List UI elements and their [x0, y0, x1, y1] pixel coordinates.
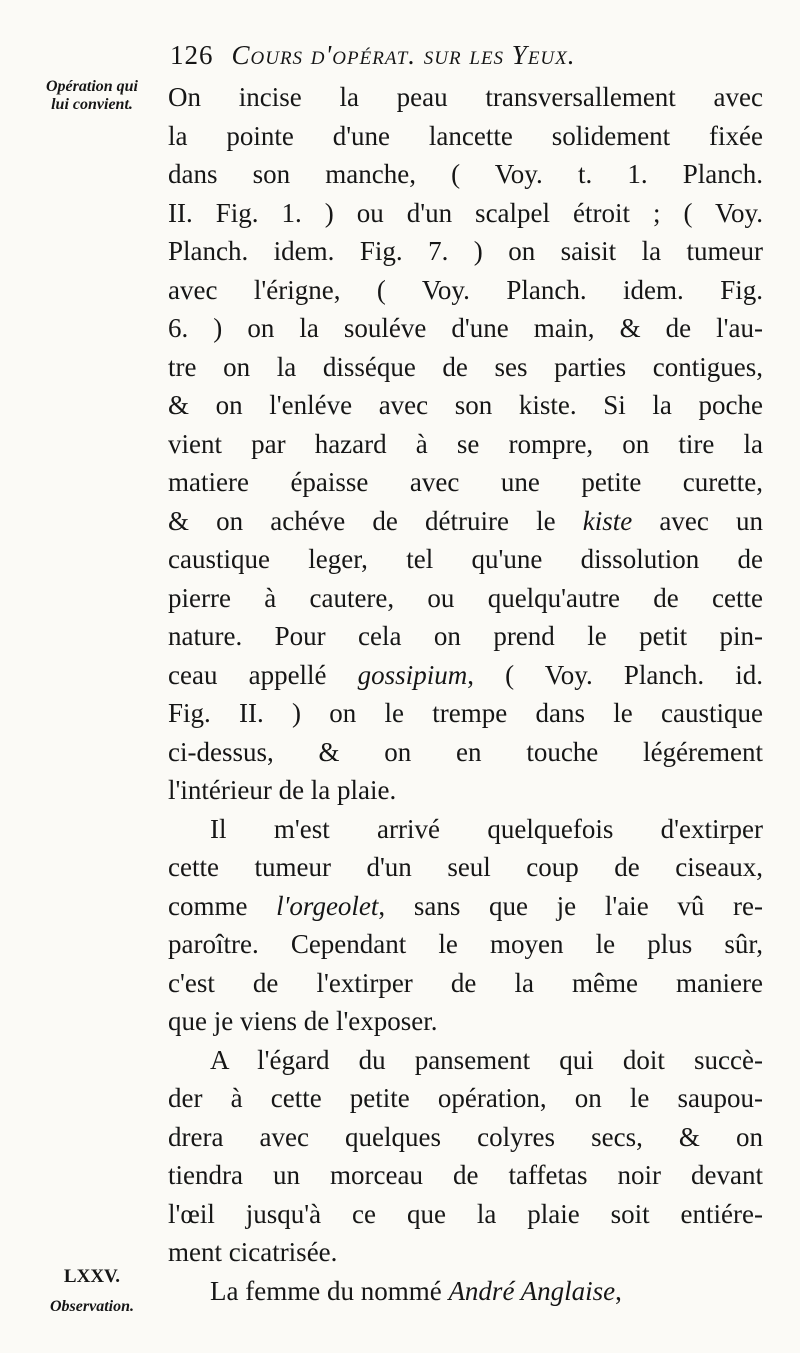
text-run: cette tumeur d'un seul coup de ciseaux,: [168, 852, 763, 882]
text-run: ment cicatrisée.: [168, 1237, 338, 1267]
text-run: A l'égard du pansement qui doit succè-: [210, 1044, 763, 1075]
text-line: [168, 1002, 763, 1041]
text-line: [168, 1118, 763, 1157]
text-line: [168, 117, 763, 156]
text-line: [168, 1156, 763, 1195]
text-line: [168, 579, 763, 618]
text-run: , ( Voy. Planch. id.: [467, 659, 763, 690]
text-run: Fig. II. ) on le trempe dans le caustique: [168, 698, 763, 728]
margin-note-line: Observation.: [50, 1298, 134, 1315]
text-line: [168, 771, 763, 810]
page-number: 126: [170, 40, 214, 70]
text-line: [168, 78, 763, 117]
text-run: dans son manche, ( Voy. t. 1. Planch.: [168, 159, 763, 189]
text-run: Planch. idem. Fig. 7. ) on saisit la tumeur: [168, 236, 763, 266]
margin-note-line: LXXV.: [63, 1266, 121, 1287]
text-run: vient par hazard à se rompre, on tire la: [168, 428, 763, 459]
text-line: [168, 1233, 763, 1272]
text-run: 6. ) on la souléve d'une main, & de l'au-: [168, 313, 763, 343]
text-run: l'intérieur de la plaie.: [168, 775, 397, 805]
text-run: comme: [168, 890, 277, 921]
text-line: [168, 194, 763, 233]
text-line: [168, 463, 763, 502]
text-line: [168, 1195, 763, 1234]
margin-note-number: [22, 1268, 162, 1286]
text-run: paroître. Cependant le moyen le plus sûr,: [168, 929, 763, 959]
text-line: [168, 425, 763, 464]
text-line: [168, 925, 763, 964]
text-run: matiere épaisse avec une petite curette,: [168, 467, 763, 497]
italic-term: André Anglaise: [448, 1275, 616, 1306]
text-run: nature. Pour cela on prend le petit pin-: [168, 621, 763, 651]
body-text: [168, 78, 763, 1310]
text-run: On incise la peau transversallement avec: [168, 82, 763, 112]
text-line: [168, 617, 763, 656]
text-line: [168, 348, 763, 387]
text-run: II. Fig. 1. ) ou d'un scalpel étroit ; ( Voy.: [168, 197, 763, 228]
margin-note-operation: [22, 78, 162, 114]
text-run: c'est de l'extirper de la même maniere: [168, 967, 763, 998]
margin-note-line: Opération qui: [45, 78, 138, 95]
text-run: l'œil jusqu'à ce que la plaie soit entiére-: [168, 1198, 763, 1229]
text-run: drera avec quelques colyres secs, & on: [168, 1121, 763, 1152]
italic-term: gossipium: [357, 659, 468, 690]
italic-term: l'orgeolet: [276, 890, 379, 921]
text-line: [168, 540, 763, 579]
text-run: der à cette petite opération, on le saupou-: [168, 1083, 763, 1113]
text-line: [168, 502, 763, 541]
text-run: La femme du nommé: [210, 1275, 449, 1306]
margin-note-line: lui convient.: [51, 96, 133, 113]
text-run: ci-dessus, & on en touche légérement: [168, 736, 763, 767]
italic-term: kiste: [582, 505, 633, 536]
text-line: [168, 848, 763, 887]
text-line: [168, 271, 763, 310]
text-run: ceau appellé: [168, 659, 358, 690]
text-run: caustique leger, tel qu'une dissolution de: [168, 544, 763, 574]
running-title: Cours d'opérat. sur les Yeux.: [231, 40, 576, 70]
text-line: [168, 694, 763, 733]
text-run: & on achéve de détruire le: [168, 505, 583, 536]
text-line: [168, 656, 763, 695]
text-run: & on l'enléve avec son kiste. Si la poche: [168, 390, 763, 420]
text-line: [168, 733, 763, 772]
text-run: avec un: [632, 505, 764, 536]
text-line: [168, 309, 763, 348]
text-run: tiendra un morceau de taffetas noir devant: [168, 1160, 763, 1190]
text-run: la pointe d'une lancette solidement fixée: [168, 120, 763, 151]
text-run: que je viens de l'exposer.: [168, 1006, 438, 1036]
margin-note-observation: [22, 1298, 162, 1316]
text-run: tre on la disséque de ses parties contigues,: [168, 351, 763, 382]
text-line: [168, 386, 763, 425]
text-line: [168, 1272, 763, 1311]
text-line: [168, 810, 763, 849]
text-run: avec l'érigne, ( Voy. Planch. idem. Fig.: [168, 274, 763, 305]
text-line: [168, 887, 763, 926]
text-line: [168, 964, 763, 1003]
text-line: [168, 1041, 763, 1080]
text-line: [168, 232, 763, 271]
text-run: ,: [615, 1275, 622, 1306]
text-run: Il m'est arrivé quelquefois d'extirper: [210, 813, 763, 844]
text-run: , sans que je l'aie vû re-: [378, 890, 763, 921]
text-run: pierre à cautere, ou quelqu'autre de cette: [168, 582, 763, 613]
running-header: [170, 40, 770, 71]
text-line: [168, 1079, 763, 1118]
text-line: [168, 155, 763, 194]
